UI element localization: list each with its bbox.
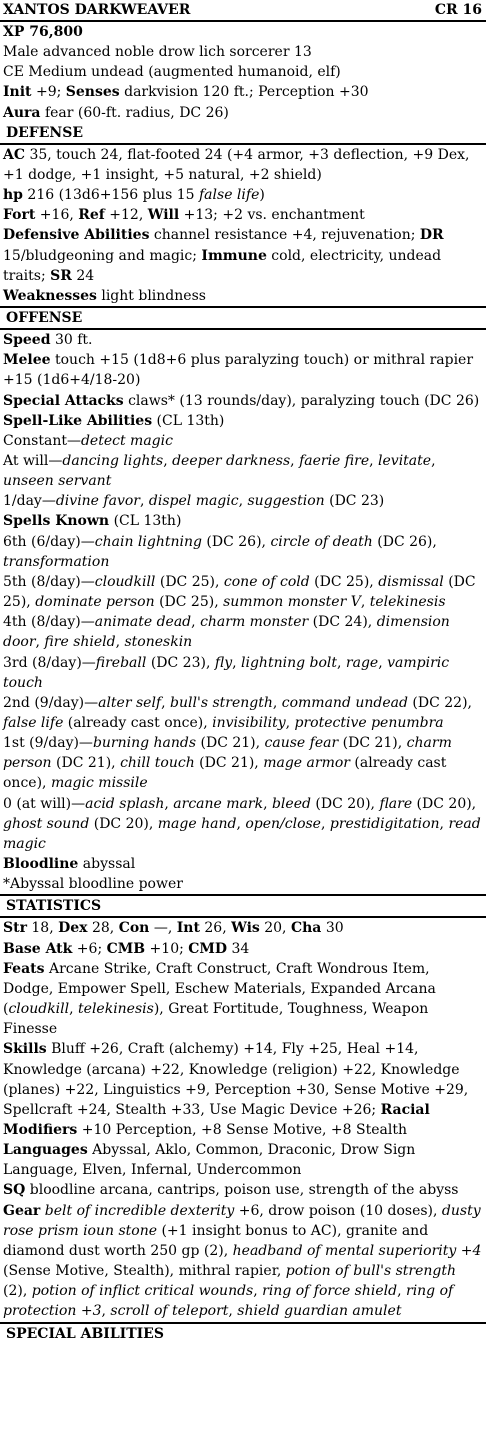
italic-text: flare xyxy=(379,795,413,812)
italic-text: bull's strength xyxy=(170,694,273,711)
stat-text: (DC 21), xyxy=(196,735,265,752)
italic-text: headband of mental superiority +4 xyxy=(232,1242,482,1259)
stat-text: (DC 20), xyxy=(310,795,380,812)
stat-line xyxy=(3,511,483,531)
stat-text: cold, electricity, undead traits; xyxy=(3,247,446,284)
italic-text: charm person xyxy=(3,735,457,772)
stat-label: Skills xyxy=(3,1041,47,1058)
italic-text: animate dead xyxy=(94,614,192,631)
stat-line xyxy=(3,42,483,62)
stat-text: Abyssal, Aklo, Common, Draconic, Drow Sign Language, Elven, Infernal, Undercommon xyxy=(3,1142,420,1179)
stat-text: , xyxy=(290,452,300,469)
stat-text: , xyxy=(69,1001,79,1018)
stat-label: AC xyxy=(3,146,26,163)
stat-label: CMB xyxy=(106,940,146,957)
italic-text: charm monster xyxy=(200,614,309,631)
italic-text: protective penumbra xyxy=(294,715,444,731)
stat-text: 34 xyxy=(227,940,250,957)
italic-text: circle of death xyxy=(270,533,373,550)
stat-label: Melee xyxy=(3,352,51,369)
stat-label: Special Attacks xyxy=(3,392,124,409)
stat-text: (DC 21), xyxy=(338,735,407,752)
stat-line xyxy=(3,411,483,431)
stat-text: (DC 25), xyxy=(154,594,224,611)
stat-line xyxy=(3,225,483,285)
stat-text: bloodline arcana, cantrips, poison use, strength of the abyss xyxy=(25,1182,459,1199)
stat-text: +12, xyxy=(104,207,148,224)
italic-text: read magic xyxy=(3,815,486,852)
stat-text: (DC 23) xyxy=(324,493,385,510)
stat-text: , xyxy=(191,614,201,631)
italic-text: summon monster V xyxy=(223,594,361,611)
stat-text: Male advanced noble drow lich sorcerer 13 xyxy=(3,44,312,61)
italic-text: cloudkill xyxy=(94,573,156,590)
stat-text: , xyxy=(272,694,282,711)
stat-label: hp xyxy=(3,187,23,204)
italic-text: stoneskin xyxy=(124,634,193,651)
stat-text: touch +15 (1d8+6 plus paralyzing touch) or mithral rapier +15 (1d6+4/18-20) xyxy=(3,352,478,389)
italic-text: burning hands xyxy=(92,735,197,752)
stat-line xyxy=(3,1201,486,1322)
stat-text: , xyxy=(101,1303,111,1320)
italic-text: dusty rose prism ioun stone xyxy=(3,1202,486,1239)
stat-text: CE Medium undead (augmented humanoid, elf) xyxy=(3,64,341,81)
stat-text: ), Great Fortitude, Toughness, Weapon Finesse xyxy=(3,1001,433,1038)
stat-text: , xyxy=(431,452,440,469)
stat-text: abyssal xyxy=(78,856,136,873)
stat-line xyxy=(3,612,483,652)
stat-text: (DC 20), xyxy=(412,795,481,812)
italic-text: ghost sound xyxy=(3,815,90,832)
stat-label: Str xyxy=(3,920,27,937)
stat-text: (+1 insight bonus to AC), granite and diamond dust worth 250 gp (2), xyxy=(3,1222,433,1259)
stat-text: fear (60-ft. radius, DC 26) xyxy=(40,104,229,121)
section-body-defense xyxy=(0,145,486,306)
stat-text: 1/day— xyxy=(3,493,56,510)
stat-text: , xyxy=(238,493,248,510)
stat-text: (DC 25), xyxy=(3,573,481,611)
stat-text: (DC 24), xyxy=(308,614,377,631)
italic-text: fire shield xyxy=(44,634,116,651)
stat-text: +9; xyxy=(31,84,66,101)
stat-line xyxy=(3,733,483,793)
stat-text: 35, touch 24, flat-footed 24 (+4 armor, +3 deflection, +9 Dex, +1 dodge, +1 insight, +5 natural, +2 shield) xyxy=(3,146,474,183)
italic-text: suggestion xyxy=(247,493,325,510)
stat-line xyxy=(3,874,483,894)
stat-text: +6; xyxy=(72,940,107,957)
stat-line xyxy=(3,451,483,491)
stat-label: Racial Modifiers xyxy=(3,1101,435,1138)
italic-text: lightning bolt xyxy=(241,654,337,671)
stat-line xyxy=(3,185,483,205)
stat-text: 5th (8/day)— xyxy=(3,573,95,590)
italic-text: invisibility xyxy=(212,715,286,731)
stat-text: , xyxy=(263,795,272,812)
stat-text: *Abyssal bloodline power xyxy=(3,876,183,893)
italic-text: deeper darkness xyxy=(172,452,291,469)
stat-line xyxy=(3,653,483,693)
stat-line xyxy=(3,491,483,511)
stat-text: , xyxy=(163,452,173,469)
stat-label: Aura xyxy=(3,104,41,121)
stat-line xyxy=(3,693,483,733)
stat-text: (DC 22), xyxy=(407,694,477,711)
stat-text: (DC 25), xyxy=(155,573,224,590)
stat-line xyxy=(3,391,483,411)
stat-label: Weaknesses xyxy=(3,287,97,304)
stat-text: Arcane Strike, Craft Construct, Craft Wondrous Item, Dodge, Empower Spell, Eschew Materials, Expanded Arcana ( xyxy=(3,960,441,1018)
stat-text: (Sense Motive, Stealth), mithral rapier, xyxy=(3,1242,486,1280)
italic-text: command undead xyxy=(281,694,408,711)
stat-text: (DC 26), xyxy=(372,533,442,550)
stat-label: Languages xyxy=(3,1142,88,1159)
italic-text: dispel magic xyxy=(148,493,239,510)
stat-line xyxy=(3,350,483,390)
stat-label: Init xyxy=(3,84,32,101)
stat-line xyxy=(3,145,483,185)
stat-text: 24 xyxy=(71,267,95,284)
stat-label: Con xyxy=(118,920,150,937)
stat-label: Wis xyxy=(231,920,260,937)
stat-text: At will— xyxy=(3,452,63,469)
stat-text: , xyxy=(439,815,449,832)
italic-text: divine favor xyxy=(55,493,140,510)
stat-text: , xyxy=(35,634,45,651)
section-body-statistics xyxy=(0,918,486,1321)
stat-text: (already cast once), xyxy=(63,715,213,731)
italic-text: acid splash xyxy=(85,795,165,812)
stat-text: (DC 20), xyxy=(89,815,158,832)
stat-label: CMD xyxy=(188,940,228,957)
italic-text: prestidigitation xyxy=(329,815,440,832)
stat-text: 216 (13d6+156 plus 15 xyxy=(22,187,199,204)
italic-text: fly xyxy=(214,654,233,671)
stat-label: Dex xyxy=(58,920,88,937)
stat-text: 15/bludgeoning and magic; xyxy=(3,227,449,264)
stat-label: Feats xyxy=(3,960,45,977)
stat-text: , xyxy=(253,1283,263,1300)
italic-text: vampiric touch xyxy=(3,654,454,691)
stat-line xyxy=(3,103,483,123)
italic-text: ring of protection +3 xyxy=(3,1283,458,1320)
stat-text: , xyxy=(232,654,242,671)
italic-text: unseen servant xyxy=(3,473,112,490)
stat-text: (already cast once), xyxy=(3,755,451,792)
stat-text: +13; +2 vs. enchantment xyxy=(179,207,365,224)
italic-text: levitate xyxy=(378,452,432,469)
italic-text: belt of incredible dexterity xyxy=(44,1202,235,1219)
stat-text: light blindness xyxy=(96,287,206,304)
stat-line xyxy=(3,1039,483,1140)
stat-text: (2), xyxy=(3,1263,461,1300)
italic-text: dancing lights xyxy=(62,452,164,469)
stat-text: 26, xyxy=(199,920,232,937)
italic-text: potion of bull's strength xyxy=(285,1263,457,1280)
stat-label: Defensive Abilities xyxy=(3,227,150,244)
stat-label: Cha xyxy=(290,920,322,937)
stat-line xyxy=(3,330,483,350)
italic-text: transformation xyxy=(3,553,110,570)
stat-label: Senses xyxy=(65,84,120,101)
sections-container xyxy=(0,22,486,1344)
stat-text: , xyxy=(369,452,379,469)
stat-text: 3rd (8/day)— xyxy=(3,654,96,671)
italic-text: ring of force shield xyxy=(262,1283,398,1300)
italic-text: rage xyxy=(345,654,379,671)
stat-line xyxy=(3,918,483,938)
stat-label: SQ xyxy=(3,1182,26,1199)
italic-text: telekinesis xyxy=(78,1001,154,1018)
stat-line xyxy=(3,1140,483,1180)
stat-line xyxy=(3,205,483,225)
stat-line xyxy=(3,532,483,572)
stat-text: Bluff +26, Craft (alchemy) +14, Fly +25, Heal +14, Knowledge (arcana) +22, Knowledge (religion) +22, Knowledge (planes) +22, Linguistics +9, Perception +30, Sense Motive +29, Spellcraft +24, Stealth +33, Use Magic Device +26; xyxy=(3,1041,473,1118)
stat-text: , xyxy=(285,715,295,731)
stat-text: , xyxy=(115,634,125,651)
section-body-intro xyxy=(0,22,486,123)
stat-text: ) xyxy=(259,187,265,204)
stat-text: , xyxy=(161,694,171,711)
stat-text: Constant— xyxy=(3,432,81,449)
italic-text: mage armor xyxy=(263,755,350,772)
stat-text: , xyxy=(139,493,149,510)
italic-text: chill touch xyxy=(120,755,195,772)
italic-text: cone of cold xyxy=(223,573,310,590)
stat-text: 1st (9/day)— xyxy=(3,735,93,752)
stat-text: , xyxy=(397,1283,406,1300)
stat-text: channel resistance +4, rejuvenation; xyxy=(149,227,420,244)
stat-line xyxy=(3,1180,483,1200)
italic-text: open/close xyxy=(245,815,321,832)
stat-text: (DC 26), xyxy=(201,533,271,550)
italic-text: shield guardian amulet xyxy=(237,1303,402,1320)
stat-text: , xyxy=(378,654,388,671)
stat-label: Ref xyxy=(78,207,105,224)
italic-text: fireball xyxy=(95,654,147,671)
stat-line xyxy=(3,959,483,1040)
stat-text: , xyxy=(228,1303,238,1320)
section-header-statistics: STATISTICS xyxy=(0,894,486,918)
stat-text: 4th (8/day)— xyxy=(3,614,95,631)
italic-text: magic missile xyxy=(50,775,148,792)
stat-line xyxy=(3,431,483,451)
stat-text: 20, xyxy=(259,920,291,937)
stat-text: +6, drow poison (10 doses), xyxy=(234,1202,442,1219)
stat-text: (DC 21), xyxy=(194,755,264,772)
stat-text: 6th (6/day)— xyxy=(3,533,95,550)
stat-line xyxy=(3,62,483,82)
stat-label: Speed xyxy=(3,332,51,349)
stat-text: , xyxy=(360,594,370,611)
italic-text: mage hand xyxy=(157,815,237,832)
stat-label: XP 76,800 xyxy=(3,24,83,40)
stat-text: (DC 23), xyxy=(146,654,215,671)
stat-text: —, xyxy=(149,920,177,937)
stat-line xyxy=(3,572,483,612)
stat-text: (DC 25), xyxy=(309,573,379,590)
italic-text: cause fear xyxy=(264,735,339,752)
stat-label: Immune xyxy=(201,247,267,264)
stat-text: , xyxy=(236,815,246,832)
section-header-offense: OFFENSE xyxy=(0,306,486,330)
stat-text: (CL 13th) xyxy=(152,412,225,429)
italic-text: false life xyxy=(199,187,260,204)
stat-text: , xyxy=(164,795,174,812)
stat-label: Fort xyxy=(3,207,36,224)
italic-text: scroll of teleport xyxy=(110,1303,229,1320)
stat-text: claws* (13 rounds/day), paralyzing touch (DC 26) xyxy=(123,392,480,409)
title-bar xyxy=(0,0,486,22)
stat-text: 30 xyxy=(321,920,344,937)
stat-line xyxy=(3,286,483,306)
stat-text: 28, xyxy=(87,920,119,937)
stat-text: 18, xyxy=(26,920,59,937)
italic-text: potion of inflict critical wounds xyxy=(31,1283,254,1300)
italic-text: telekinesis xyxy=(369,594,446,611)
creature-name: XANTOS DARKWEAVER xyxy=(3,2,191,18)
italic-text: faerie fire xyxy=(299,452,370,469)
stat-line xyxy=(3,82,483,102)
stat-label: DR xyxy=(419,227,444,244)
section-header-defense: DEFENSE xyxy=(0,123,486,145)
stat-line xyxy=(3,854,483,874)
italic-text: false life xyxy=(3,715,64,731)
stat-text: 2nd (9/day)— xyxy=(3,694,99,711)
stat-text: darkvision 120 ft.; Perception +30 xyxy=(119,84,369,101)
stat-text: , xyxy=(337,654,346,671)
stat-label: Base Atk xyxy=(3,940,73,957)
italic-text: bleed xyxy=(271,795,311,812)
italic-text: cloudkill xyxy=(8,1001,70,1018)
italic-text: detect magic xyxy=(80,432,173,449)
stat-label: Will xyxy=(147,207,180,224)
italic-text: arcane mark xyxy=(173,795,264,812)
stat-label: SR xyxy=(50,267,72,284)
stat-line xyxy=(3,939,483,959)
stat-text: , xyxy=(320,815,330,832)
challenge-rating: CR 16 xyxy=(434,2,482,18)
stat-label: Spells Known xyxy=(3,513,110,530)
stat-label: Spell-Like Abilities xyxy=(3,412,153,429)
italic-text: dimension door xyxy=(3,614,455,651)
italic-text: dominate person xyxy=(35,594,155,611)
stat-text: 30 ft. xyxy=(50,332,93,349)
stat-text: +10; xyxy=(145,940,189,957)
italic-text: dismissal xyxy=(378,573,444,590)
section-header-special-abilities: SPECIAL ABILITIES xyxy=(0,1322,486,1344)
stat-line xyxy=(3,794,486,854)
stat-label: Int xyxy=(176,920,200,937)
italic-text: chain lightning xyxy=(94,533,202,550)
stat-label: Bloodline xyxy=(3,856,79,873)
section-body-offense xyxy=(0,330,486,894)
stat-text: +10 Perception, +8 Sense Motive, +8 Stealth xyxy=(77,1121,407,1138)
stat-text: (DC 21), xyxy=(51,755,121,772)
stat-text: 0 (at will)— xyxy=(3,795,86,812)
stat-label: Gear xyxy=(3,1202,41,1219)
stat-text: (CL 13th) xyxy=(109,513,182,530)
italic-text: alter self xyxy=(98,694,162,711)
stat-text: +16, xyxy=(35,207,79,224)
stat-line xyxy=(3,22,483,42)
